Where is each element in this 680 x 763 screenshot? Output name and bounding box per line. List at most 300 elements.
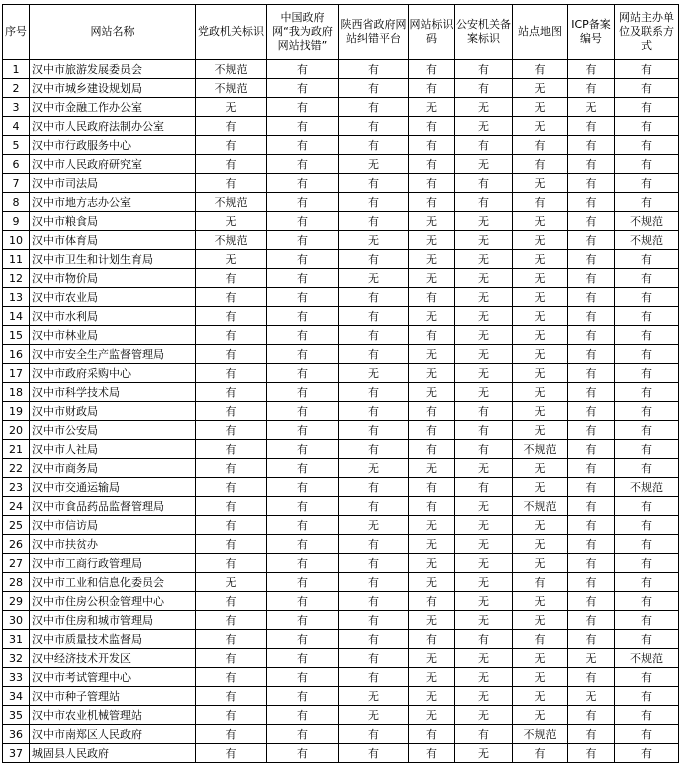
- cell-police-filing-mark: 有: [455, 440, 513, 459]
- cell-site-name: 汉中市种子管理站: [30, 687, 196, 706]
- cell-site-id-code: 有: [409, 440, 455, 459]
- table-row: [3, 630, 679, 649]
- table-row: [3, 250, 679, 269]
- cell-sponsor-contact: 有: [615, 573, 679, 592]
- cell-sponsor-contact: 有: [615, 98, 679, 117]
- cell-gov-error-report: 有: [267, 725, 339, 744]
- cell-site-name: 汉中市行政服务中心: [30, 136, 196, 155]
- cell-site-map: 无: [513, 117, 568, 136]
- cell-site-map: 无: [513, 79, 568, 98]
- cell-site-id-code: 无: [409, 687, 455, 706]
- table-row: [3, 79, 679, 98]
- cell-gov-error-report: 有: [267, 98, 339, 117]
- table-row: [3, 687, 679, 706]
- cell-shaanxi-error-platform: 有: [339, 174, 409, 193]
- cell-icp-number: 有: [568, 554, 615, 573]
- cell-gov-error-report: 有: [267, 649, 339, 668]
- cell-icp-number: 有: [568, 440, 615, 459]
- cell-police-filing-mark: 无: [455, 345, 513, 364]
- cell-icp-number: 有: [568, 592, 615, 611]
- cell-site-map: 无: [513, 478, 568, 497]
- cell-sponsor-contact: 有: [615, 136, 679, 155]
- header-gov-error-report: 中国政府网“我为政府网站找错”: [267, 5, 339, 60]
- cell-index: 36: [3, 725, 30, 744]
- cell-sponsor-contact: 有: [615, 744, 679, 763]
- cell-party-gov-mark: 有: [196, 117, 267, 136]
- cell-shaanxi-error-platform: 有: [339, 79, 409, 98]
- cell-police-filing-mark: 无: [455, 573, 513, 592]
- table-body: [3, 60, 679, 763]
- cell-site-name: 汉中市南郑区人民政府: [30, 725, 196, 744]
- table-row: [3, 155, 679, 174]
- cell-police-filing-mark: 有: [455, 174, 513, 193]
- cell-sponsor-contact: 有: [615, 383, 679, 402]
- cell-site-id-code: 有: [409, 174, 455, 193]
- header-site-map: 站点地图: [513, 5, 568, 60]
- cell-sponsor-contact: 不规范: [615, 478, 679, 497]
- cell-party-gov-mark: 无: [196, 250, 267, 269]
- cell-site-name: 汉中市安全生产监督管理局: [30, 345, 196, 364]
- cell-police-filing-mark: 无: [455, 155, 513, 174]
- cell-index: 25: [3, 516, 30, 535]
- cell-site-map: 无: [513, 364, 568, 383]
- cell-site-id-code: 有: [409, 497, 455, 516]
- header-row: [3, 5, 679, 60]
- cell-icp-number: 有: [568, 288, 615, 307]
- cell-site-map: 有: [513, 136, 568, 155]
- cell-shaanxi-error-platform: 无: [339, 687, 409, 706]
- cell-shaanxi-error-platform: 有: [339, 630, 409, 649]
- cell-shaanxi-error-platform: 有: [339, 668, 409, 687]
- cell-icp-number: 有: [568, 706, 615, 725]
- cell-police-filing-mark: 有: [455, 402, 513, 421]
- cell-shaanxi-error-platform: 有: [339, 611, 409, 630]
- cell-police-filing-mark: 有: [455, 630, 513, 649]
- cell-gov-error-report: 有: [267, 250, 339, 269]
- cell-sponsor-contact: 有: [615, 630, 679, 649]
- cell-shaanxi-error-platform: 无: [339, 459, 409, 478]
- cell-site-id-code: 无: [409, 307, 455, 326]
- cell-sponsor-contact: 有: [615, 535, 679, 554]
- cell-index: 1: [3, 60, 30, 79]
- cell-site-name: 汉中市科学技术局: [30, 383, 196, 402]
- cell-police-filing-mark: 无: [455, 383, 513, 402]
- cell-index: 9: [3, 212, 30, 231]
- cell-party-gov-mark: 不规范: [196, 79, 267, 98]
- cell-site-name: 汉中市卫生和计划生育局: [30, 250, 196, 269]
- cell-site-id-code: 无: [409, 231, 455, 250]
- cell-icp-number: 有: [568, 402, 615, 421]
- cell-party-gov-mark: 有: [196, 402, 267, 421]
- cell-icp-number: 有: [568, 269, 615, 288]
- cell-shaanxi-error-platform: 有: [339, 136, 409, 155]
- cell-gov-error-report: 有: [267, 497, 339, 516]
- cell-party-gov-mark: 有: [196, 516, 267, 535]
- header-site-id-code: 网站标识码: [409, 5, 455, 60]
- cell-party-gov-mark: 不规范: [196, 231, 267, 250]
- cell-police-filing-mark: 无: [455, 554, 513, 573]
- cell-police-filing-mark: 无: [455, 231, 513, 250]
- cell-police-filing-mark: 无: [455, 611, 513, 630]
- cell-index: 16: [3, 345, 30, 364]
- cell-shaanxi-error-platform: 有: [339, 193, 409, 212]
- cell-police-filing-mark: 无: [455, 592, 513, 611]
- cell-gov-error-report: 有: [267, 535, 339, 554]
- cell-sponsor-contact: 有: [615, 687, 679, 706]
- cell-site-name: 汉中市工商行政管理局: [30, 554, 196, 573]
- table-header: [3, 5, 679, 60]
- cell-site-id-code: 无: [409, 345, 455, 364]
- cell-icp-number: 有: [568, 611, 615, 630]
- website-audit-table: [2, 4, 679, 763]
- cell-sponsor-contact: 有: [615, 364, 679, 383]
- cell-shaanxi-error-platform: 有: [339, 744, 409, 763]
- cell-shaanxi-error-platform: 有: [339, 383, 409, 402]
- cell-police-filing-mark: 无: [455, 269, 513, 288]
- cell-sponsor-contact: 有: [615, 326, 679, 345]
- cell-icp-number: 有: [568, 459, 615, 478]
- cell-sponsor-contact: 有: [615, 269, 679, 288]
- table-row: [3, 478, 679, 497]
- cell-sponsor-contact: 有: [615, 174, 679, 193]
- cell-icp-number: 有: [568, 212, 615, 231]
- cell-shaanxi-error-platform: 有: [339, 649, 409, 668]
- cell-gov-error-report: 有: [267, 136, 339, 155]
- cell-site-name: 汉中市质量技术监督局: [30, 630, 196, 649]
- cell-shaanxi-error-platform: 有: [339, 592, 409, 611]
- cell-index: 6: [3, 155, 30, 174]
- cell-gov-error-report: 有: [267, 478, 339, 497]
- cell-icp-number: 有: [568, 231, 615, 250]
- cell-site-map: 无: [513, 212, 568, 231]
- cell-site-id-code: 无: [409, 516, 455, 535]
- cell-gov-error-report: 有: [267, 592, 339, 611]
- cell-index: 21: [3, 440, 30, 459]
- table-row: [3, 136, 679, 155]
- cell-site-name: 汉中市农业局: [30, 288, 196, 307]
- cell-index: 20: [3, 421, 30, 440]
- cell-site-id-code: 有: [409, 60, 455, 79]
- cell-shaanxi-error-platform: 有: [339, 288, 409, 307]
- cell-party-gov-mark: 有: [196, 136, 267, 155]
- cell-site-id-code: 无: [409, 98, 455, 117]
- cell-site-id-code: 有: [409, 136, 455, 155]
- cell-gov-error-report: 有: [267, 231, 339, 250]
- cell-party-gov-mark: 有: [196, 174, 267, 193]
- cell-icp-number: 无: [568, 649, 615, 668]
- cell-site-name: 汉中市人民政府研究室: [30, 155, 196, 174]
- cell-police-filing-mark: 无: [455, 250, 513, 269]
- table-row: [3, 345, 679, 364]
- table-row: [3, 592, 679, 611]
- cell-site-name: 城固县人民政府: [30, 744, 196, 763]
- cell-site-id-code: 无: [409, 706, 455, 725]
- cell-sponsor-contact: 有: [615, 421, 679, 440]
- cell-party-gov-mark: 有: [196, 497, 267, 516]
- table-row: [3, 117, 679, 136]
- cell-police-filing-mark: 有: [455, 478, 513, 497]
- cell-index: 10: [3, 231, 30, 250]
- cell-site-name: 汉中市商务局: [30, 459, 196, 478]
- cell-site-id-code: 有: [409, 744, 455, 763]
- cell-site-id-code: 有: [409, 478, 455, 497]
- cell-site-name: 汉中市扶贫办: [30, 535, 196, 554]
- cell-gov-error-report: 有: [267, 706, 339, 725]
- cell-site-name: 汉中市财政局: [30, 402, 196, 421]
- cell-site-map: 无: [513, 307, 568, 326]
- cell-party-gov-mark: 有: [196, 744, 267, 763]
- cell-shaanxi-error-platform: 有: [339, 345, 409, 364]
- cell-icp-number: 有: [568, 174, 615, 193]
- cell-site-id-code: 无: [409, 212, 455, 231]
- cell-icp-number: 无: [568, 687, 615, 706]
- cell-gov-error-report: 有: [267, 668, 339, 687]
- cell-party-gov-mark: 有: [196, 345, 267, 364]
- cell-shaanxi-error-platform: 无: [339, 706, 409, 725]
- cell-site-name: 汉中市林业局: [30, 326, 196, 345]
- table-row: [3, 231, 679, 250]
- cell-index: 37: [3, 744, 30, 763]
- cell-sponsor-contact: 有: [615, 345, 679, 364]
- cell-gov-error-report: 有: [267, 269, 339, 288]
- cell-index: 23: [3, 478, 30, 497]
- cell-icp-number: 有: [568, 136, 615, 155]
- cell-gov-error-report: 有: [267, 402, 339, 421]
- cell-police-filing-mark: 无: [455, 687, 513, 706]
- header-sponsor-contact: 网站主办单位及联系方式: [615, 5, 679, 60]
- cell-police-filing-mark: 有: [455, 421, 513, 440]
- cell-sponsor-contact: 有: [615, 440, 679, 459]
- cell-site-map: 有: [513, 630, 568, 649]
- cell-gov-error-report: 有: [267, 554, 339, 573]
- cell-party-gov-mark: 有: [196, 155, 267, 174]
- cell-site-id-code: 无: [409, 573, 455, 592]
- cell-gov-error-report: 有: [267, 155, 339, 174]
- cell-icp-number: 有: [568, 326, 615, 345]
- table-row: [3, 668, 679, 687]
- cell-shaanxi-error-platform: 有: [339, 725, 409, 744]
- cell-site-map: 无: [513, 554, 568, 573]
- cell-site-name: 汉中市水利局: [30, 307, 196, 326]
- cell-icp-number: 有: [568, 155, 615, 174]
- cell-party-gov-mark: 有: [196, 364, 267, 383]
- cell-icp-number: 有: [568, 421, 615, 440]
- cell-police-filing-mark: 无: [455, 744, 513, 763]
- cell-gov-error-report: 有: [267, 383, 339, 402]
- cell-site-id-code: 无: [409, 535, 455, 554]
- cell-index: 15: [3, 326, 30, 345]
- cell-site-name: 汉中市人社局: [30, 440, 196, 459]
- table-row: [3, 288, 679, 307]
- cell-site-map: 无: [513, 383, 568, 402]
- cell-site-map: 不规范: [513, 440, 568, 459]
- cell-index: 7: [3, 174, 30, 193]
- cell-gov-error-report: 有: [267, 288, 339, 307]
- cell-party-gov-mark: 无: [196, 212, 267, 231]
- cell-site-id-code: 无: [409, 383, 455, 402]
- cell-party-gov-mark: 有: [196, 421, 267, 440]
- cell-police-filing-mark: 有: [455, 60, 513, 79]
- table-row: [3, 60, 679, 79]
- cell-gov-error-report: 有: [267, 573, 339, 592]
- cell-police-filing-mark: 有: [455, 193, 513, 212]
- cell-shaanxi-error-platform: 有: [339, 212, 409, 231]
- table-row: [3, 440, 679, 459]
- cell-shaanxi-error-platform: 有: [339, 440, 409, 459]
- cell-site-map: 无: [513, 687, 568, 706]
- cell-site-name: 汉中市政府采购中心: [30, 364, 196, 383]
- cell-sponsor-contact: 有: [615, 307, 679, 326]
- cell-shaanxi-error-platform: 有: [339, 554, 409, 573]
- cell-gov-error-report: 有: [267, 79, 339, 98]
- cell-site-id-code: 无: [409, 554, 455, 573]
- cell-icp-number: 有: [568, 725, 615, 744]
- table-row: [3, 402, 679, 421]
- cell-gov-error-report: 有: [267, 212, 339, 231]
- header-site-name: 网站名称: [30, 5, 196, 60]
- table-row: [3, 516, 679, 535]
- table-row: [3, 421, 679, 440]
- cell-site-map: 无: [513, 649, 568, 668]
- cell-party-gov-mark: 无: [196, 98, 267, 117]
- cell-site-id-code: 无: [409, 649, 455, 668]
- cell-index: 11: [3, 250, 30, 269]
- cell-index: 31: [3, 630, 30, 649]
- cell-gov-error-report: 有: [267, 687, 339, 706]
- cell-site-map: 无: [513, 231, 568, 250]
- table-row: [3, 364, 679, 383]
- table-row: [3, 269, 679, 288]
- cell-site-map: 无: [513, 459, 568, 478]
- cell-site-id-code: 无: [409, 668, 455, 687]
- table-row: [3, 706, 679, 725]
- cell-sponsor-contact: 有: [615, 516, 679, 535]
- cell-site-name: 汉中市物价局: [30, 269, 196, 288]
- header-index: 序号: [3, 5, 30, 60]
- cell-site-map: 无: [513, 592, 568, 611]
- cell-gov-error-report: 有: [267, 117, 339, 136]
- cell-site-id-code: 有: [409, 155, 455, 174]
- cell-index: 33: [3, 668, 30, 687]
- cell-icp-number: 有: [568, 250, 615, 269]
- cell-site-map: 有: [513, 193, 568, 212]
- cell-site-name: 汉中市旅游发展委员会: [30, 60, 196, 79]
- cell-shaanxi-error-platform: 有: [339, 573, 409, 592]
- cell-sponsor-contact: 有: [615, 592, 679, 611]
- cell-site-id-code: 无: [409, 611, 455, 630]
- cell-icp-number: 有: [568, 383, 615, 402]
- cell-site-map: 无: [513, 421, 568, 440]
- cell-gov-error-report: 有: [267, 516, 339, 535]
- cell-sponsor-contact: 有: [615, 250, 679, 269]
- table-row: [3, 307, 679, 326]
- cell-gov-error-report: 有: [267, 440, 339, 459]
- cell-shaanxi-error-platform: 有: [339, 421, 409, 440]
- cell-sponsor-contact: 有: [615, 117, 679, 136]
- cell-index: 13: [3, 288, 30, 307]
- cell-gov-error-report: 有: [267, 307, 339, 326]
- cell-party-gov-mark: 不规范: [196, 193, 267, 212]
- cell-police-filing-mark: 无: [455, 364, 513, 383]
- cell-icp-number: 有: [568, 630, 615, 649]
- cell-site-name: 汉中市农业机械管理站: [30, 706, 196, 725]
- cell-shaanxi-error-platform: 有: [339, 535, 409, 554]
- cell-party-gov-mark: 无: [196, 573, 267, 592]
- cell-party-gov-mark: 不规范: [196, 60, 267, 79]
- table-row: [3, 573, 679, 592]
- cell-party-gov-mark: 有: [196, 706, 267, 725]
- cell-sponsor-contact: 有: [615, 288, 679, 307]
- cell-party-gov-mark: 有: [196, 649, 267, 668]
- table-row: [3, 725, 679, 744]
- cell-site-name: 汉中市公安局: [30, 421, 196, 440]
- cell-party-gov-mark: 有: [196, 326, 267, 345]
- cell-shaanxi-error-platform: 有: [339, 98, 409, 117]
- cell-index: 24: [3, 497, 30, 516]
- cell-site-map: 有: [513, 60, 568, 79]
- cell-icp-number: 有: [568, 668, 615, 687]
- cell-gov-error-report: 有: [267, 60, 339, 79]
- cell-icp-number: 无: [568, 98, 615, 117]
- cell-site-name: 汉中市信访局: [30, 516, 196, 535]
- cell-sponsor-contact: 有: [615, 155, 679, 174]
- table-row: [3, 383, 679, 402]
- cell-index: 8: [3, 193, 30, 212]
- cell-index: 22: [3, 459, 30, 478]
- cell-gov-error-report: 有: [267, 364, 339, 383]
- cell-site-map: 无: [513, 611, 568, 630]
- cell-shaanxi-error-platform: 无: [339, 516, 409, 535]
- cell-site-map: 不规范: [513, 725, 568, 744]
- cell-icp-number: 有: [568, 516, 615, 535]
- cell-party-gov-mark: 有: [196, 269, 267, 288]
- table-row: [3, 554, 679, 573]
- cell-police-filing-mark: 有: [455, 79, 513, 98]
- cell-site-map: 无: [513, 288, 568, 307]
- cell-sponsor-contact: 有: [615, 497, 679, 516]
- cell-sponsor-contact: 有: [615, 611, 679, 630]
- cell-gov-error-report: 有: [267, 326, 339, 345]
- cell-site-id-code: 有: [409, 402, 455, 421]
- cell-sponsor-contact: 有: [615, 193, 679, 212]
- cell-index: 30: [3, 611, 30, 630]
- cell-index: 5: [3, 136, 30, 155]
- cell-police-filing-mark: 无: [455, 98, 513, 117]
- cell-site-name: 汉中经济技术开发区: [30, 649, 196, 668]
- cell-police-filing-mark: 无: [455, 497, 513, 516]
- cell-site-id-code: 无: [409, 269, 455, 288]
- cell-index: 27: [3, 554, 30, 573]
- cell-police-filing-mark: 无: [455, 459, 513, 478]
- cell-police-filing-mark: 无: [455, 212, 513, 231]
- cell-party-gov-mark: 有: [196, 535, 267, 554]
- cell-sponsor-contact: 有: [615, 402, 679, 421]
- cell-sponsor-contact: 有: [615, 60, 679, 79]
- cell-shaanxi-error-platform: 无: [339, 269, 409, 288]
- cell-site-map: 无: [513, 535, 568, 554]
- cell-index: 35: [3, 706, 30, 725]
- cell-icp-number: 有: [568, 535, 615, 554]
- cell-site-id-code: 有: [409, 421, 455, 440]
- cell-site-name: 汉中市地方志办公室: [30, 193, 196, 212]
- cell-party-gov-mark: 有: [196, 554, 267, 573]
- cell-site-id-code: 无: [409, 459, 455, 478]
- cell-shaanxi-error-platform: 有: [339, 497, 409, 516]
- cell-site-map: 有: [513, 155, 568, 174]
- cell-site-map: 无: [513, 269, 568, 288]
- cell-site-name: 汉中市金融工作办公室: [30, 98, 196, 117]
- table-row: [3, 459, 679, 478]
